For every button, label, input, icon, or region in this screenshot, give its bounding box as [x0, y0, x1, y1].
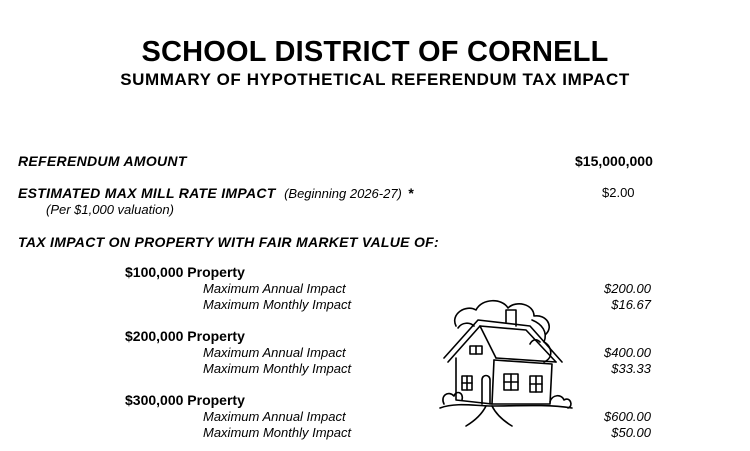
- section-heading: TAX IMPACT ON PROPERTY WITH FAIR MARKET VALUE OF:: [18, 234, 439, 250]
- annual-impact-value: $200.00: [604, 281, 651, 296]
- property-amount: $100,000: [125, 264, 184, 280]
- mill-rate-value: $2.00: [602, 185, 635, 200]
- annual-impact-label: Maximum Annual Impact: [203, 409, 346, 424]
- referendum-amount-label: REFERENDUM AMOUNT: [18, 153, 187, 169]
- annual-impact-value: $600.00: [604, 409, 651, 424]
- property-amount: $200,000: [125, 328, 184, 344]
- mill-rate-row: [18, 185, 414, 203]
- property-heading: [125, 264, 245, 280]
- mill-rate-note: (Beginning 2026-27): [284, 186, 402, 201]
- monthly-impact-label: Maximum Monthly Impact: [203, 297, 352, 312]
- page-title: SCHOOL DISTRICT OF CORNELL: [141, 36, 609, 68]
- monthly-impact-label: Maximum Monthly Impact: [203, 361, 352, 376]
- monthly-impact-value: $33.33: [611, 361, 651, 376]
- monthly-impact-value: $16.67: [611, 297, 651, 312]
- annual-impact-value: $400.00: [604, 345, 651, 360]
- mill-rate-sub: (Per $1,000 valuation): [46, 202, 174, 217]
- property-label: Property: [187, 392, 245, 408]
- page-subtitle: SUMMARY OF HYPOTHETICAL REFERENDUM TAX IMPACT: [120, 70, 630, 89]
- property-label: Property: [187, 264, 245, 280]
- monthly-impact-value: $50.00: [611, 425, 651, 440]
- referendum-amount-value: $15,000,000: [575, 153, 653, 169]
- monthly-impact-label: Maximum Monthly Impact: [203, 425, 352, 440]
- mill-rate-label: ESTIMATED MAX MILL RATE IMPACT: [18, 185, 276, 201]
- property-heading: [125, 328, 245, 344]
- annual-impact-label: Maximum Annual Impact: [203, 345, 346, 360]
- mill-rate-asterisk: *: [408, 185, 414, 201]
- property-label: Property: [187, 328, 245, 344]
- house-sketch-icon: [436, 296, 576, 428]
- property-heading: [125, 392, 245, 408]
- annual-impact-label: Maximum Annual Impact: [203, 281, 346, 296]
- property-amount: $300,000: [125, 392, 184, 408]
